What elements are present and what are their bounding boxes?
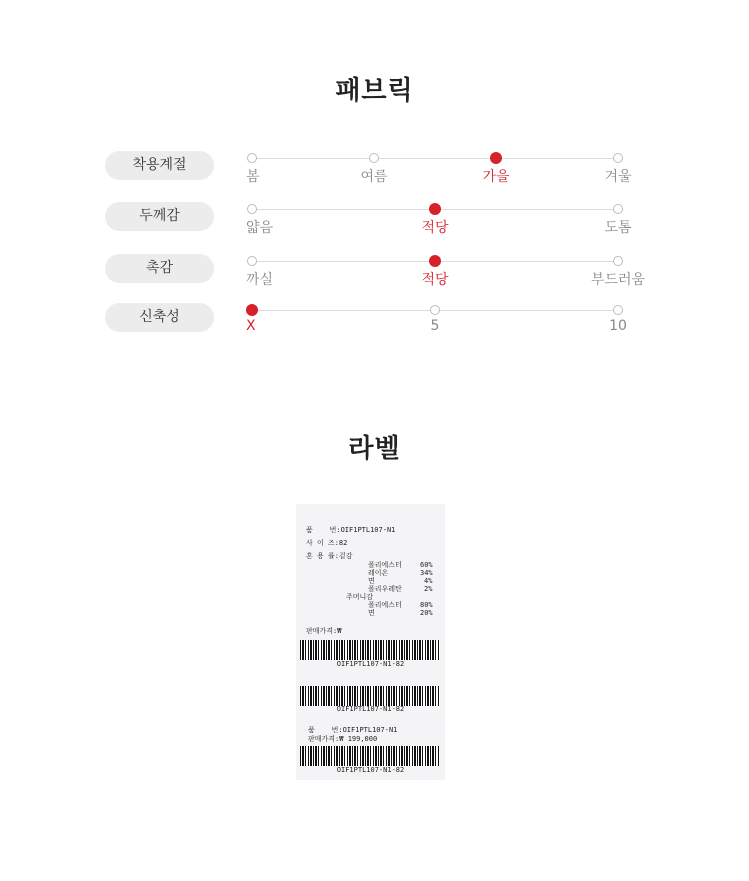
barcode: [300, 640, 440, 660]
tag-material-name: 폴리우레탄: [368, 585, 402, 593]
tag-material-header: 혼 용 률:겉감: [306, 552, 353, 560]
scale-track: [252, 158, 618, 159]
tag-material-name: 면: [368, 577, 375, 585]
scale-dot: [247, 204, 257, 214]
tag-material-pct: 34%: [420, 569, 433, 577]
tag-pocket-material-name: 폴리에스터: [368, 601, 402, 609]
fabric-row: [105, 202, 665, 236]
label-section-title: 라벨: [348, 434, 401, 464]
tag-material-pct: 60%: [420, 561, 433, 569]
scale-dot: [369, 153, 379, 163]
tag-pocket-header: 주머니감: [346, 593, 374, 601]
tag-material-pct: 4%: [424, 577, 433, 585]
scale-option-label: 5: [430, 318, 440, 334]
fabric-row: [105, 151, 665, 185]
scale-dot: [613, 153, 623, 163]
tag-price-label: 판매가격:₩: [306, 627, 342, 635]
scale-dot: [247, 153, 257, 163]
fabric-row: [105, 303, 665, 333]
scale-dot: [613, 256, 623, 266]
tag-item-no-2: 품 번:OIF1PTL107-N1: [308, 726, 398, 734]
scale-dot-selected: [246, 304, 258, 316]
garment-label-tag: [296, 504, 445, 780]
barcode-text: OIF1PTL107-N1-82: [336, 660, 405, 668]
scale-option-label: 적당: [421, 272, 449, 288]
scale-option-label: 적당: [421, 220, 449, 236]
scale-option-label: 10: [609, 318, 627, 334]
tag-material-name: 레이온: [368, 569, 389, 577]
scale-option-label: X: [246, 318, 256, 334]
scale-option-label: 겨울: [604, 169, 632, 185]
tag-price-2: 판매가격:₩ 199,000: [308, 735, 378, 743]
scale-dot: [247, 256, 257, 266]
scale-option-label: 도톰: [604, 220, 632, 236]
fabric-row-label: 두께감: [105, 202, 214, 231]
fabric-row-label: 착용계절: [105, 151, 214, 180]
scale-dot: [613, 204, 623, 214]
tag-item-no: 품 번:OIF1PTL107-N1: [306, 526, 396, 534]
fabric-row-label: 신축성: [105, 303, 214, 332]
scale-option-label: 얇음: [246, 220, 274, 236]
scale-dot-selected: [490, 152, 502, 164]
tag-pocket-material-name: 면: [368, 609, 375, 617]
scale-option-label: 가을: [482, 169, 510, 185]
scale-option-label: 봄: [246, 169, 260, 185]
scale-option-label: 까실: [246, 272, 274, 288]
scale-dot-selected: [429, 255, 441, 267]
barcode-text: OIF1PTL107-N1-82: [336, 705, 405, 713]
scale-dot: [613, 305, 623, 315]
barcode: [300, 746, 440, 766]
tag-pocket-material-pct: 20%: [420, 609, 433, 617]
barcode-text: OIF1PTL107-N1-82: [336, 766, 405, 774]
scale-dot-selected: [429, 203, 441, 215]
tag-pocket-material-pct: 80%: [420, 601, 433, 609]
scale-option-label: 부드러움: [590, 272, 646, 288]
fabric-row-label: 촉감: [105, 254, 214, 283]
barcode: [300, 686, 440, 706]
tag-material-pct: 2%: [424, 585, 433, 593]
fabric-row: [105, 254, 665, 288]
tag-size: 사 이 즈:82: [306, 539, 348, 547]
scale-dot: [430, 305, 440, 315]
fabric-section-title: 패브릭: [335, 76, 414, 106]
scale-option-label: 여름: [360, 169, 388, 185]
tag-material-name: 폴리에스터: [368, 561, 402, 569]
